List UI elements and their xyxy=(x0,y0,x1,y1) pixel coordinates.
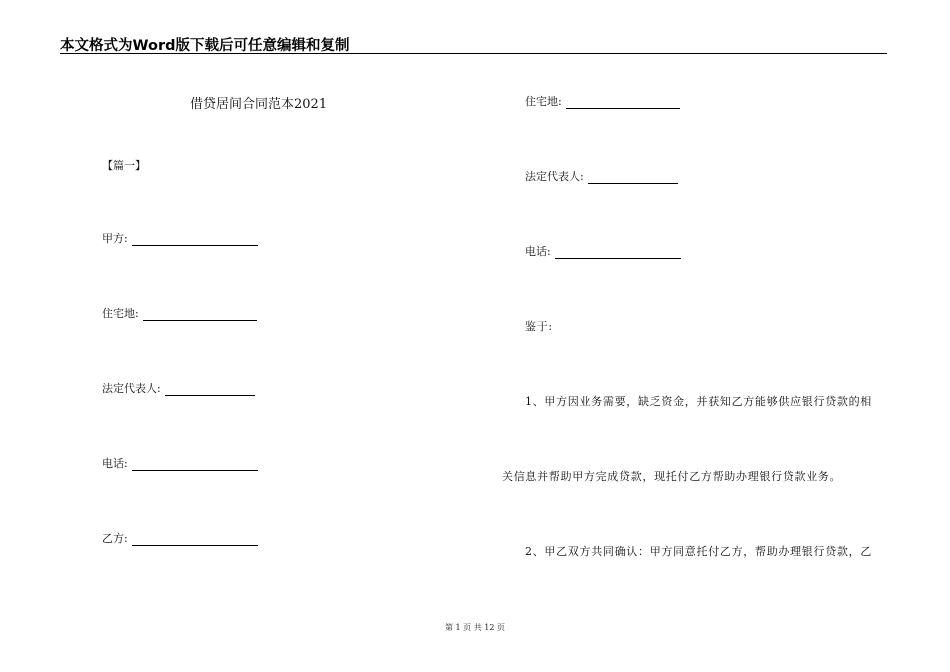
blank-line xyxy=(132,534,258,546)
field-label: 法定代表人: xyxy=(102,382,161,395)
party-a-field xyxy=(102,230,258,246)
field-label: 住宅地: xyxy=(525,95,562,108)
field-label: 电话: xyxy=(102,457,128,470)
header-divider xyxy=(60,53,887,54)
legal-representative-field xyxy=(102,380,255,396)
blank-line xyxy=(132,459,258,471)
field-label: 住宅地: xyxy=(102,307,139,320)
download-note: 本文格式为Word版下载后可任意编辑和复制 xyxy=(60,38,350,54)
clause-2-line-1: 2、甲乙双方共同确认：甲方同意托付乙方，帮助办理银行贷款，乙 xyxy=(525,545,872,558)
field-label: 乙方: xyxy=(102,532,128,545)
party-b-field xyxy=(102,530,258,546)
clause-1-line-2: 关信息并帮助甲方完成贷款，现托付乙方帮助办理银行贷款业务。 xyxy=(502,470,842,483)
residence-field-b xyxy=(525,93,680,109)
field-label: 法定代表人: xyxy=(525,170,584,183)
document-title: 借贷居间合同范本2021 xyxy=(190,97,328,112)
page-number: 第 1 页 共 12 页 xyxy=(445,623,505,632)
legal-representative-field-b xyxy=(525,168,678,184)
blank-line xyxy=(588,172,678,184)
phone-field xyxy=(102,455,258,471)
blank-line xyxy=(566,97,680,109)
residence-field xyxy=(102,305,257,321)
field-label: 甲方: xyxy=(102,232,128,245)
blank-line xyxy=(132,234,258,246)
blank-line xyxy=(555,247,681,259)
field-label: 电话: xyxy=(525,245,551,258)
phone-field-b xyxy=(525,243,681,259)
whereas-heading: 鉴于: xyxy=(525,320,553,333)
blank-line xyxy=(165,384,255,396)
clause-1-line-1: 1、甲方因业务需要，缺乏资金，并获知乙方能够供应银行贷款的相 xyxy=(525,395,872,408)
section-heading: 【篇一】 xyxy=(102,159,146,172)
blank-line xyxy=(143,309,257,321)
